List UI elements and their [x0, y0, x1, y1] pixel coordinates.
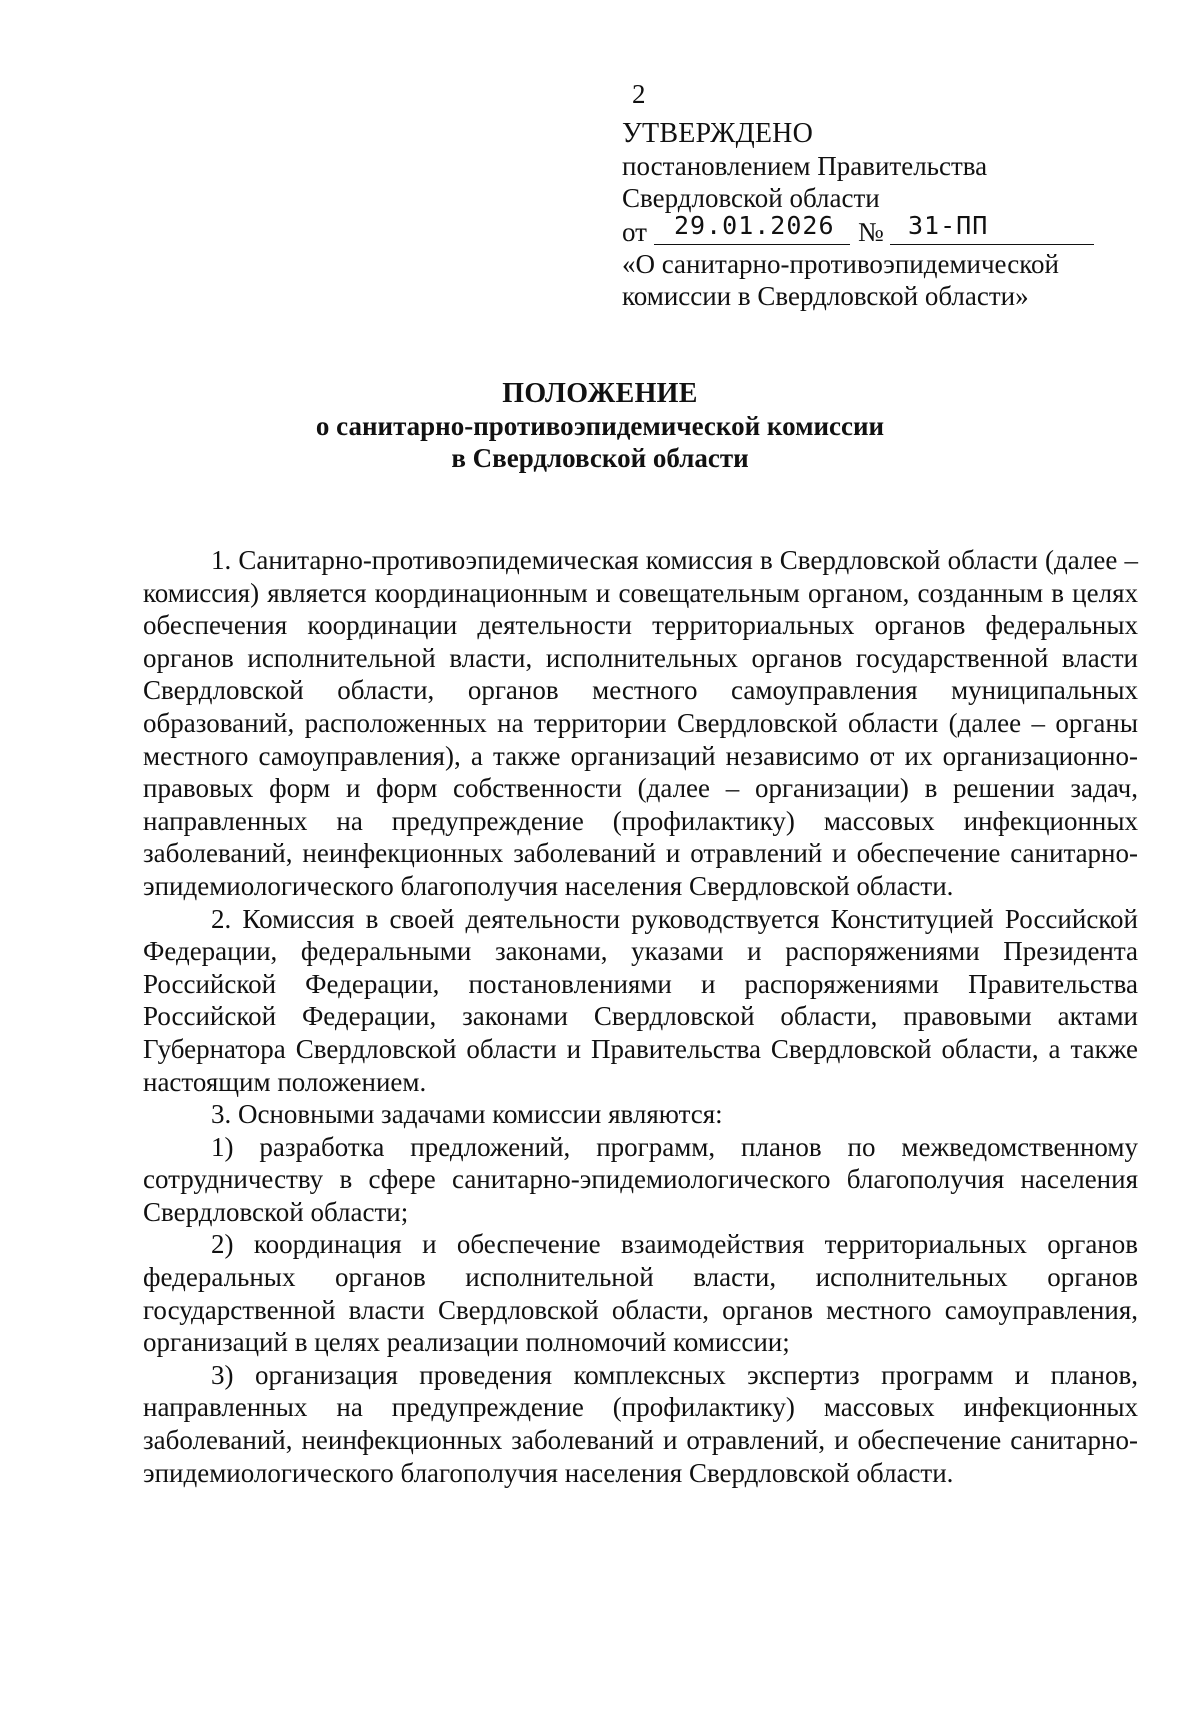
document-subtitle-line-2: в Свердловской области — [451, 443, 749, 473]
document-subtitle-line-1: о санитарно-противоэпидемической комиссии — [315, 411, 885, 441]
number-underline — [890, 244, 1094, 245]
number-label: № — [858, 217, 884, 247]
from-label: от — [622, 217, 647, 247]
list-item-1: 1) разработка предложений, программ, планов по межведомственному сотрудничеству в сфере санитарно-эпидемиологического благополучия населения Свердловской области; — [143, 1131, 1138, 1227]
document-body — [143, 544, 1138, 1489]
page-number: 2 — [632, 79, 646, 109]
list-item-2: 2) координация и обеспечение взаимодействия территориальных органов федеральных органов исполнительной власти, исполнительных органов государственной власти Свердловской области, органов местного самоуправления, организаций в целях реализации полномочий комиссии; — [143, 1229, 1138, 1358]
document-heading — [0, 378, 1200, 474]
date-underline — [654, 244, 850, 245]
document-title: ПОЛОЖЕНИЕ — [502, 378, 698, 409]
approval-line-1: постановлением Правительства — [622, 151, 988, 181]
resolution-title-line-1: «О санитарно-противоэпидемической — [622, 249, 1059, 279]
paragraph-1: 1. Санитарно-противоэпидемическая комиссия в Свердловской области (далее – комиссия) является координационным и совещательным органом, созданным в целях обеспечения координации деятельности территориальных органов федеральных органов исполнительной власти, исполнительных органов государственной власти Свердловской области, органов местного самоуправления муниципальных образований, расположенных на территории Свердловской области (далее – органы местного самоуправления), а также организаций независимо от их организационно-правовых форм и форм собственности (далее – организации) в решении задач, направленных на предупреждение (профилактику) массовых инфекционных заболеваний, неинфекционных заболеваний и отравлений и обеспечение санитарно-эпидемиологического благополучия населения Свердловской области. — [143, 545, 1138, 901]
approval-block — [622, 118, 1092, 312]
approval-date-number-line — [622, 211, 1092, 248]
paragraph-3: 3. Основными задачами комиссии являются: — [211, 1099, 723, 1130]
approved-stamp-text: УТВЕРЖДЕНО — [622, 118, 814, 149]
resolution-title-line-2: комиссии в Свердловской области» — [622, 281, 1029, 311]
approval-number: 31-ПП — [908, 211, 989, 240]
approval-line-2: Свердловской области — [622, 183, 880, 213]
approval-date: 29.01.2026 — [674, 211, 835, 240]
list-item-3: 3) организация проведения комплексных экспертиз программ и планов, направленных на предупреждение (профилактику) массовых инфекционных заболеваний, неинфекционных заболеваний и отравлений, и обеспечение санитарно-эпидемиологического благополучия населения Свердловской области. — [143, 1359, 1138, 1488]
paragraph-2: 2. Комиссия в своей деятельности руководствуется Конституцией Российской Федерации, федеральными законами, указами и распоряжениями Президента Российской Федерации, постановлениями и распоряжениями Правительства Российской Федерации, законами Свердловской области, правовыми актами Губернатора Свердловской области и Правительства Свердловской области, а также настоящим положением. — [143, 903, 1138, 1097]
